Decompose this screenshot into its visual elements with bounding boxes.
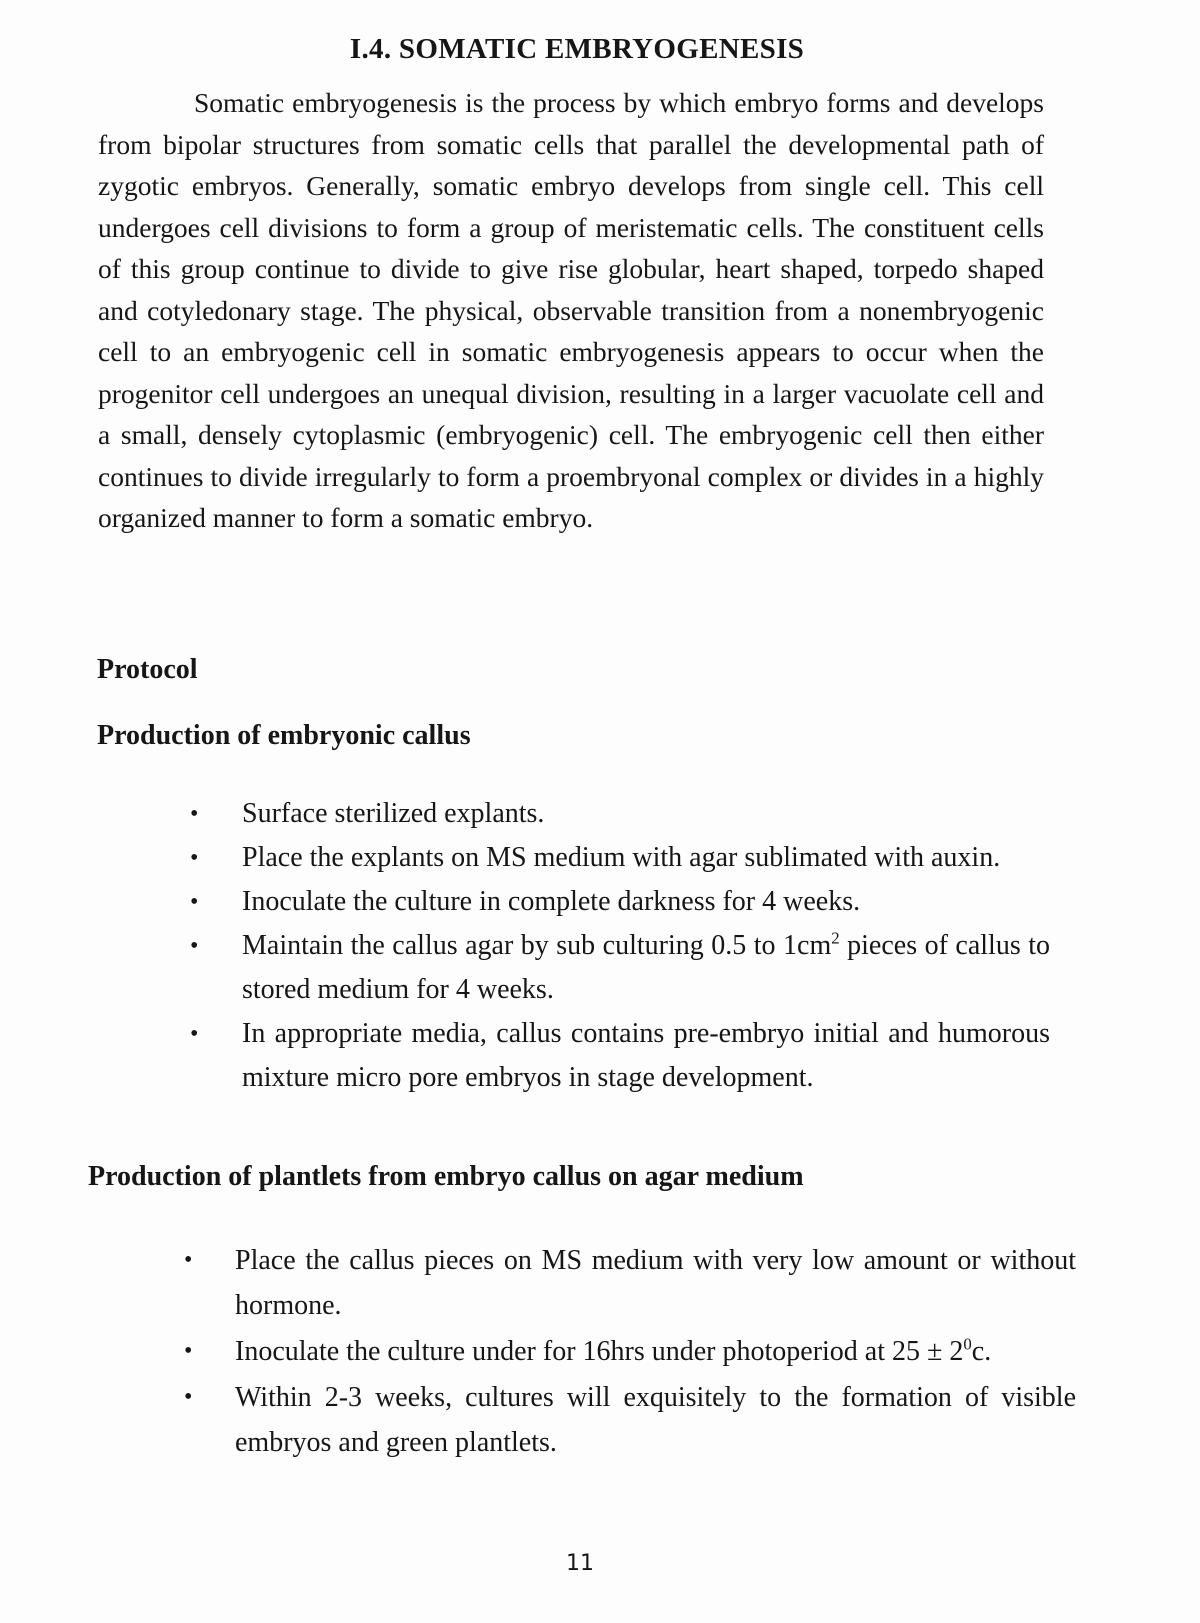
plantlets-heading: Production of plantlets from embryo callus on agar medium xyxy=(88,1161,804,1192)
bullet-icon: • xyxy=(190,845,199,871)
bullet-icon: • xyxy=(184,1247,193,1273)
superscript: 2 xyxy=(831,928,840,948)
bullet-icon: • xyxy=(190,801,199,827)
list-item-text: Place the callus pieces on MS medium with very low amount or without hormone. xyxy=(235,1245,1076,1321)
callus-heading: Production of embryonic callus xyxy=(97,720,471,751)
bullet-icon: • xyxy=(190,889,199,915)
list-item-text: In appropriate media, callus contains pre-embryo initial and humorous mixture micro pore embryos in stage development. xyxy=(242,1018,1050,1093)
list-item-text: Inoculate the culture in complete darkness for 4 weeks. xyxy=(242,886,861,917)
list-item xyxy=(190,1012,1050,1100)
text-after-superscript: pieces of callus to stored medium for 4 weeks. xyxy=(242,930,1051,1005)
bullet-icon: • xyxy=(184,1384,193,1410)
bullet-icon: • xyxy=(184,1338,193,1364)
callus-steps-list xyxy=(190,792,1050,1100)
list-item-text: Surface sterilized explants. xyxy=(242,798,545,829)
list-item xyxy=(190,792,1050,836)
text-before-superscript: Maintain the callus agar by sub culturing 0.5 to 1cm xyxy=(242,930,832,961)
bullet-icon: • xyxy=(190,1021,199,1047)
intro-paragraph: Somatic embryogenesis is the process by which embryo forms and develops from bipolar structures from somatic cells that parallel the developmental path of zygotic embryos. Generally, somatic embryo develops from single cell. This cell undergoes cell divisions to form a group of meristematic cells. The constituent cells of this group continue to divide to give rise globular, heart shaped, torpedo shaped and cotyledonary stage. The physical, observable transition from a nonembryogenic cell to an embryogenic cell in somatic embryogenesis appears to occur when the progenitor cell undergoes an unequal division, resulting in a larger vacuolate cell and a small, densely cytoplasmic (embryogenic) cell. The embryogenic cell then either continues to divide irregularly to form a proembryonal complex or divides in a highly organized manner to form a somatic embryo. xyxy=(98,87,1044,533)
list-item xyxy=(184,1329,1076,1374)
text-before-superscript: Inoculate the culture under for 16hrs under photoperiod at 25 ± 2 xyxy=(235,1336,964,1367)
section-title: I.4. SOMATIC EMBRYOGENESIS xyxy=(349,33,805,66)
list-item xyxy=(190,880,1050,924)
page-number: 11 xyxy=(566,1551,594,1576)
protocol-heading: Protocol xyxy=(97,654,198,685)
list-item-text: Place the explants on MS medium with agar sublimated with auxin. xyxy=(242,842,1001,873)
list-item xyxy=(190,836,1050,880)
list-item xyxy=(184,1375,1076,1465)
list-item xyxy=(190,924,1050,1012)
superscript: 0 xyxy=(963,1334,972,1354)
plantlet-steps-list xyxy=(184,1238,1076,1466)
list-item-text xyxy=(235,1336,991,1367)
list-item-text: Within 2-3 weeks, cultures will exquisitely to the formation of visible embryos and green plantlets. xyxy=(235,1382,1076,1458)
list-item-text xyxy=(242,930,1050,1005)
bullet-icon: • xyxy=(190,933,199,959)
text-after-superscript: c. xyxy=(971,1336,992,1367)
list-item xyxy=(184,1238,1076,1328)
